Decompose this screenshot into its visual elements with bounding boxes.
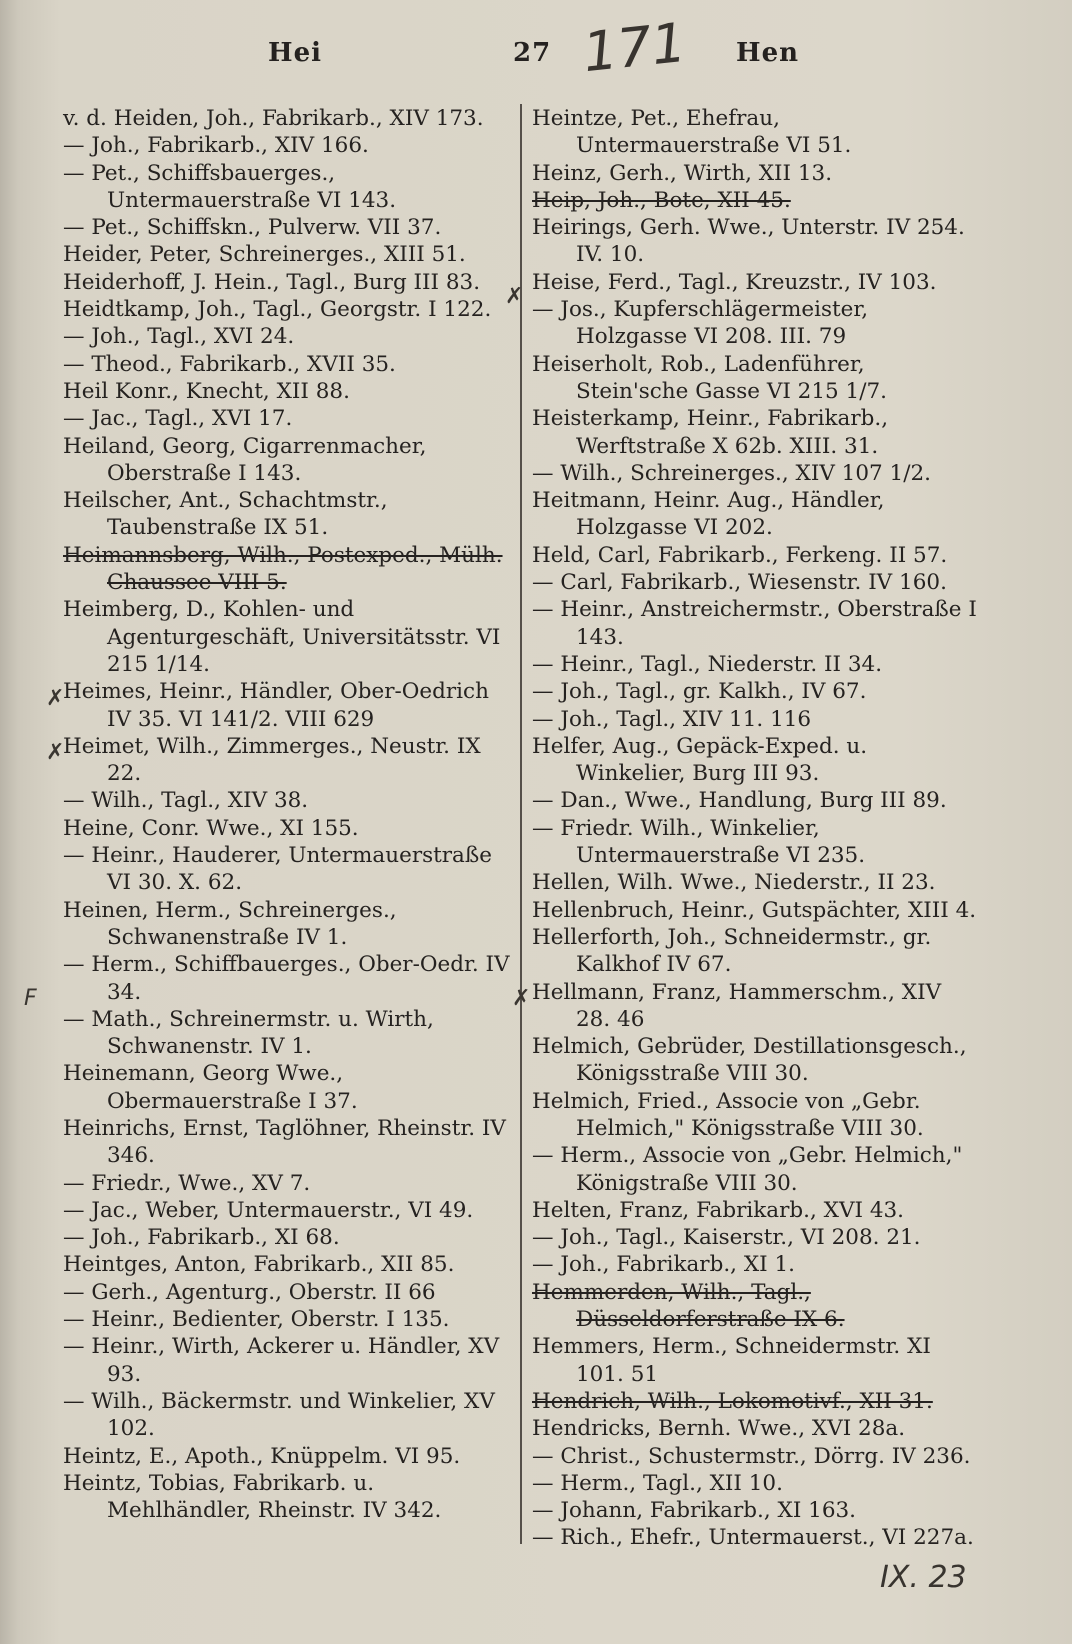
directory-entry: — Joh., Fabrikarb., XI 68. [63,1225,340,1251]
pencil-letter-f-mark: F [24,986,37,1011]
directory-entry: — Wilh., Schreinerges., XIV 107 1/2. [532,460,931,486]
directory-entry: — Herm., Tagl., XII 10. [532,1470,783,1496]
directory-entry: Hellen, Wilh. Wwe., Niederstr., II 23. [532,870,936,896]
directory-entry: Heirings, Gerh. Wwe., Unterstr. IV 254. IV. 10. [532,215,965,268]
directory-entry: Heinz, Gerh., Wirth, XII 13. [532,160,833,186]
directory-entry: — Heinr., Bedienter, Oberstr. I 135. [63,1307,450,1333]
directory-entry: Heimberg, D., Kohlen- und Agenturgeschäft, Universitätsstr. VI 215 1/14. [63,597,501,677]
directory-entry: Heidtkamp, Joh., Tagl., Georgstr. I 122. [63,297,492,323]
directory-entry: Hendrich, Wilh., Lokomotivf., XII 31. [532,1388,933,1414]
directory-entry: Heintz, Tobias, Fabrikarb. u. Mehlhändler, Rheinstr. IV 342. [63,1470,442,1524]
directory-entry: Hellerforth, Joh., Schneidermstr., gr. Kalkhof IV 67. [532,924,932,978]
directory-entry: Helfer, Aug., Gepäck-Exped. u. Winkelier, Burg III 93. [532,733,868,787]
directory-entry: — Math., Schreinermstr. u. Wirth, Schwanenstr. IV 1. [63,1006,434,1060]
directory-entry: — Jac., Tagl., XVI 17. [63,406,293,432]
directory-entry: Heinrichs, Ernst, Taglöhner, Rheinstr. IV 346. [63,1115,506,1169]
header-left-word: Hei [268,38,322,68]
directory-entry: Hemmers, Herm., Schneidermstr. XI 101. 51 [532,1334,931,1387]
directory-entry: — Joh., Fabrikarb., XIV 166. [63,133,369,159]
directory-entry: Heintze, Pet., Ehefrau, Untermauerstraße VI 51. [532,106,852,159]
directory-entry: Heider, Peter, Schreinerges., XIII 51. [63,242,466,268]
directory-entry: Hellenbruch, Heinr., Gutspächter, XIII 4. [532,897,977,923]
directory-entry: — Pet., Schiffskn., Pulverw. VII 37. [63,215,442,241]
directory-entry: — Dan., Wwe., Handlung, Burg III 89. [532,788,947,814]
directory-entry: — Joh., Fabrikarb., XI 1. [532,1252,795,1278]
page-number: 27 [513,38,552,68]
directory-entry: Helten, Franz, Fabrikarb., XVI 43. [532,1197,905,1223]
handwritten-footer-note: IX. 23 [880,1560,967,1595]
directory-entry: — Carl, Fabrikarb., Wiesenstr. IV 160. [532,570,947,596]
directory-entry: Helmich, Fried., Associe von „Gebr. Helmich," Königsstraße VIII 30. [532,1088,924,1141]
directory-entry: Hemmerden, Wilh., Tagl., Düsseldorferstraße IX 6. [532,1279,845,1333]
directory-entry: — Pet., Schiffsbauerges., Untermauerstraße VI 143. [63,160,397,213]
directory-entry: Heinen, Herm., Schreinerges., Schwanenstraße IV 1. [63,897,397,950]
directory-entry: — Friedr., Wwe., XV 7. [63,1170,311,1196]
directory-entry: — Herm., Associe von „Gebr. Helmich," Königstraße VIII 30. [532,1143,963,1196]
pencil-cross-mark: ✗ [46,686,65,711]
right-column [532,105,980,1552]
directory-entry: Heiserholt, Rob., Ladenführer, Stein'sche Gasse VI 215 1/7. [532,351,887,404]
directory-entry: — Joh., Tagl., gr. Kalkh., IV 67. [532,679,867,705]
directory-entry: Hellmann, Franz, Hammerschm., XIV 28. 46 [532,979,942,1032]
header-right-word: Hen [736,38,800,68]
directory-entry: — Wilh., Bäckermstr. und Winkelier, XV 102. [63,1388,495,1442]
handwritten-page-number: 171 [579,10,690,85]
pencil-cross-mark: ✗ [512,986,531,1011]
directory-entry: — Jac., Weber, Untermauerstr., VI 49. [63,1197,474,1223]
directory-entry: — Joh., Tagl., Kaiserstr., VI 208. 21. [532,1225,921,1251]
directory-entry: — Wilh., Tagl., XIV 38. [63,788,309,814]
directory-entry: Heip, Joh., Bote, XII 45. [532,187,791,213]
directory-entry: Heinemann, Georg Wwe., Obermauerstraße I 37. [63,1061,358,1114]
directory-entry: Heimannsberg, Wilh., Postexped., Mülh. Chaussee VIII 5. [63,542,503,596]
directory-entry: — Friedr. Wilh., Winkelier, Untermauerstraße VI 235. [532,815,866,869]
directory-entry: Heiland, Georg, Cigarrenmacher, Oberstraße I 143. [63,433,427,486]
directory-entry: Helmich, Gebrüder, Destillationsgesch., Königsstraße VIII 30. [532,1034,967,1087]
directory-entry: — Joh., Tagl., XIV 11. 116 [532,706,812,732]
directory-entry: Heine, Conr. Wwe., XI 155. [63,815,359,841]
directory-entry: Heiderhoff, J. Hein., Tagl., Burg III 83. [63,269,481,295]
directory-entry: v. d. Heiden, Joh., Fabrikarb., XIV 173. [63,106,484,131]
directory-entry: — Joh., Tagl., XVI 24. [63,324,295,350]
column-divider [520,104,522,1544]
directory-entry: Heimes, Heinr., Händler, Ober-Oedrich IV 35. VI 141/2. VIII 629 [63,679,489,732]
directory-entry: — Heinr., Anstreichermstr., Oberstraße I 143. [532,597,977,650]
directory-entry: Heisterkamp, Heinr., Fabrikarb., Werftstraße X 62b. XIII. 31. [532,406,889,459]
directory-entry: — Heinr., Wirth, Ackerer u. Händler, XV 93. [63,1334,500,1387]
directory-entry: Heintges, Anton, Fabrikarb., XII 85. [63,1252,455,1278]
left-column [63,105,511,1524]
directory-entry: Hendricks, Bernh. Wwe., XVI 28a. [532,1416,906,1442]
directory-entry: — Heinr., Hauderer, Untermauerstraße VI 30. X. 62. [63,843,492,896]
pencil-cross-mark: ✗ [46,740,65,765]
directory-entry: — Herm., Schiffbauerges., Ober-Oedr. IV 34. [63,952,510,1005]
directory-entry: — Jos., Kupferschlägermeister, Holzgasse VI 208. III. 79 [532,297,869,350]
directory-entry: — Gerh., Agenturg., Oberstr. II 66 [63,1279,436,1305]
pencil-cross-mark: ✗ [505,284,524,309]
directory-entry: — Heinr., Tagl., Niederstr. II 34. [532,651,883,677]
directory-entry: — Theod., Fabrikarb., XVII 35. [63,351,396,377]
directory-entry: Heise, Ferd., Tagl., Kreuzstr., IV 103. [532,269,937,295]
directory-entry: — Johann, Fabrikarb., XI 163. [532,1498,857,1524]
directory-entry: — Christ., Schustermstr., Dörrg. IV 236. [532,1443,971,1469]
directory-entry: Heintz, E., Apoth., Knüppelm. VI 95. [63,1443,461,1469]
directory-entry: Heitmann, Heinr. Aug., Händler, Holzgasse VI 202. [532,488,885,541]
directory-entry: Held, Carl, Fabrikarb., Ferkeng. II 57. [532,542,948,568]
directory-entry: Heilscher, Ant., Schachtmstr., Taubenstraße IX 51. [63,488,388,541]
directory-entry: Heil Konr., Knecht, XII 88. [63,378,350,404]
directory-entry: Heimet, Wilh., Zimmerges., Neustr. IX 22. [63,733,481,787]
directory-entry: — Rich., Ehefr., Untermauerst., VI 227a. [532,1525,974,1551]
